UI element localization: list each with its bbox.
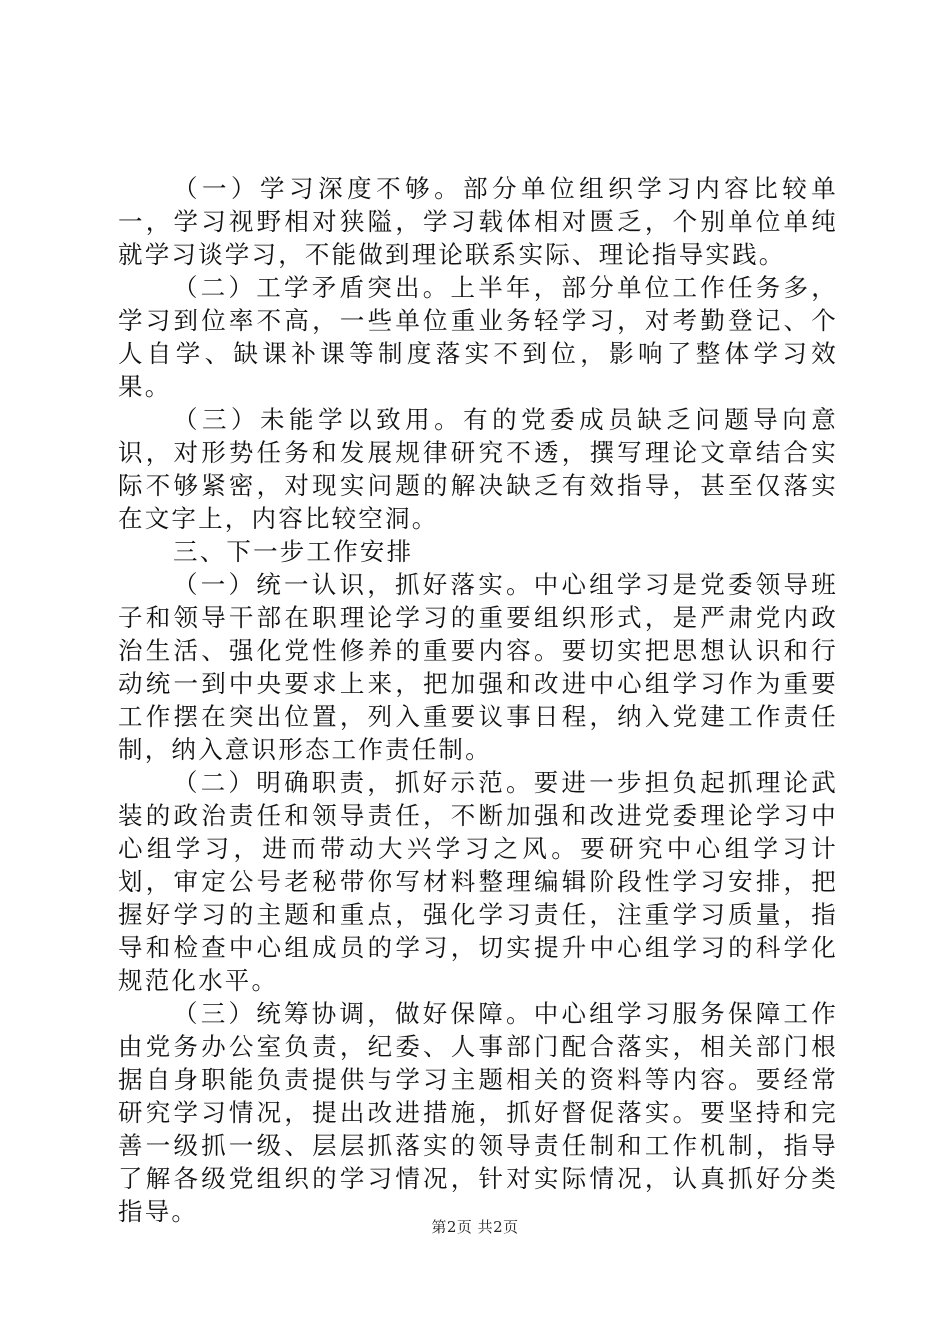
paragraph-apply-learning: （三）未能学以致用。有的党委成员缺乏问题导向意识，对形势任务和发展规律研究不透，撰写理论文章结合实际不够紧密，对现实问题的解决缺乏有效指导，甚至仅落实在文字上，内容比较空洞。 [118,405,838,533]
paragraph-work-study-conflict: （二）工学矛盾突出。上半年，部分单位工作任务多，学习到位率不高，一些单位重业务轻学习，对考勤登记、个人自学、缺课补课等制度落实不到位，影响了整体学习效果。 [118,273,838,401]
document-body [118,172,838,1228]
paragraph-clarify-duties: （二）明确职责，抓好示范。要进一步担负起抓理论武装的政治责任和领导责任，不断加强和改进党委理论学习中心组学习，进而带动大兴学习之风。要研究中心组学习计划，审定公号老秘带你写材料整理编辑阶段性学习安排，把握好学习的主题和重点，强化学习责任，注重学习质量，指导和检查中心组成员的学习，切实提升中心组学习的科学化规范化水平。 [118,768,838,995]
paragraph-learning-depth: （一）学习深度不够。部分单位组织学习内容比较单一，学习视野相对狭隘，学习载体相对匮乏，个别单位单纯就学习谈学习，不能做到理论联系实际、理论指导实践。 [118,174,838,269]
paragraph-coordinate-support: （三）统筹协调，做好保障。中心组学习服务保障工作由党务办公室负责，纪委、人事部门配合落实，相关部门根据自身职能负责提供与学习主题相关的资料等内容。要经常研究学习情况，提出改进措施，抓好督促落实。要坚持和完善一级抓一级、层层抓落实的领导责任制和工作机制，指导了解各级党组织的学习情况，针对实际情况，认真抓好分类指导。 [118,999,838,1226]
paragraph-unify-understanding: （一）统一认识，抓好落实。中心组学习是党委领导班子和领导干部在职理论学习的重要组织形式，是严肃党内政治生活、强化党性修养的重要内容。要切实把思想认识和行动统一到中央要求上来，把加强和改进中心组学习作为重要工作摆在突出位置，列入重要议事日程，纳入党建工作责任制，纳入意识形态工作责任制。 [118,570,838,764]
page-number-footer: 第2页 共2页 [431,1218,519,1236]
section-heading-next-steps: 三、下一步工作安排 [173,537,414,566]
